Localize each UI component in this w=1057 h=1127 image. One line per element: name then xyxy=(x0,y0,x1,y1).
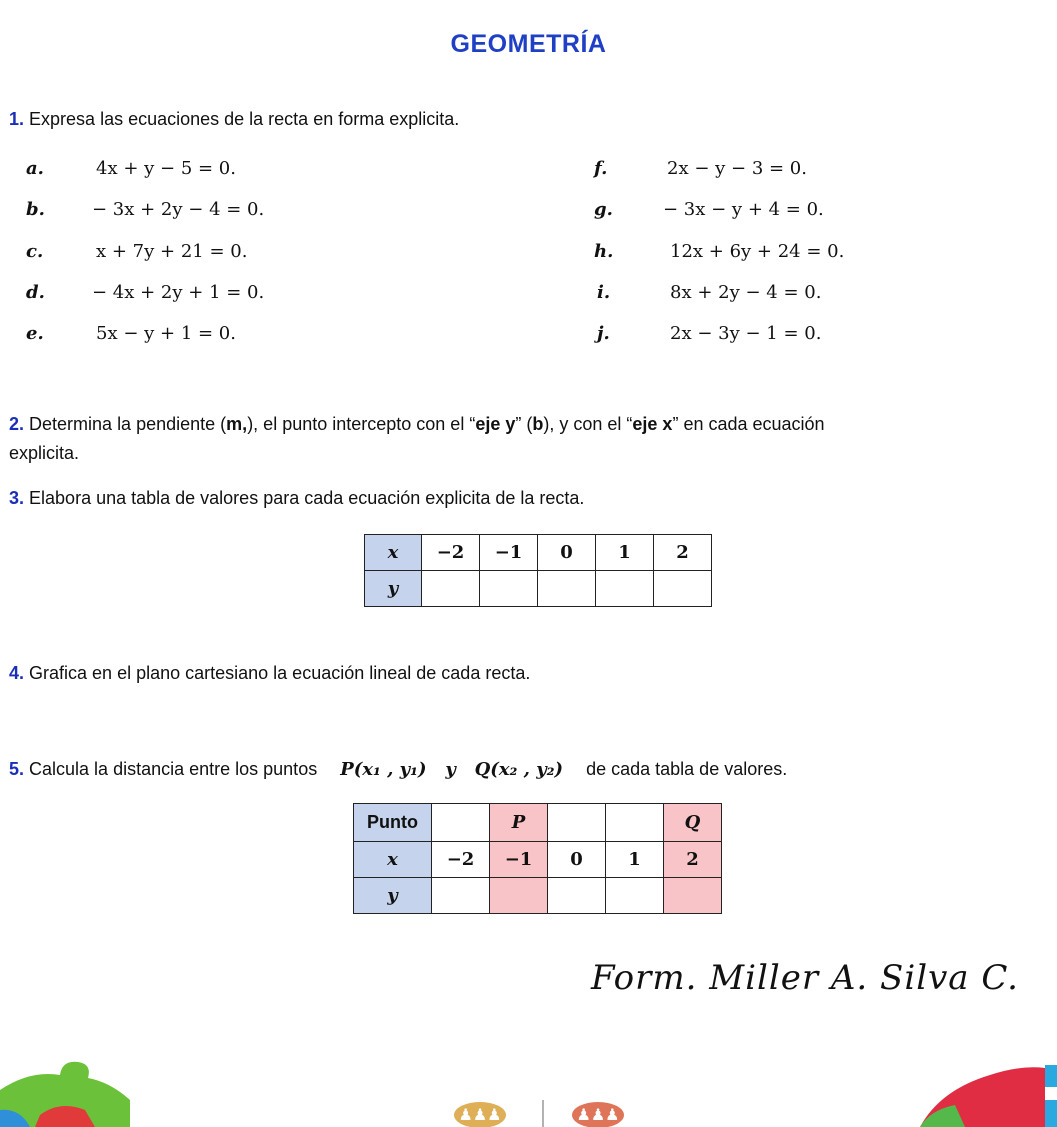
empty-cell[interactable] xyxy=(654,571,712,607)
empty-cell xyxy=(606,804,664,842)
equation: 8x + 2y − 4 = 0. xyxy=(670,282,822,303)
table-cell: 0 xyxy=(548,842,606,878)
question-text: ), el punto intercepto con el “ xyxy=(247,414,476,434)
point-p-label: P xyxy=(490,804,548,842)
point-q-label: Q xyxy=(664,804,722,842)
equation-letter: h. xyxy=(594,241,614,262)
question-number: 2. xyxy=(9,414,25,434)
y-header: y xyxy=(365,571,422,607)
signature: Form. Miller A. Silva C. xyxy=(590,958,1019,998)
question-1 xyxy=(9,107,459,131)
equation-letter: e. xyxy=(26,323,44,344)
equation: 2x − 3y − 1 = 0. xyxy=(670,323,822,344)
question-number: 5. xyxy=(9,759,25,779)
table-cell: 2 xyxy=(664,842,722,878)
question-text: Expresa las ecuaciones de la recta en forma explicita. xyxy=(29,109,460,129)
empty-cell[interactable] xyxy=(422,571,480,607)
equation: − 3x − y + 4 = 0. xyxy=(663,199,824,220)
question-text: de cada tabla de valores. xyxy=(586,759,788,779)
puzzle-piece-green-icon xyxy=(0,1030,160,1127)
question-text: ” en cada ecuación xyxy=(672,414,825,434)
eje-x-label: eje x xyxy=(632,414,673,434)
equation-letter: b. xyxy=(26,199,45,220)
equation-letter: c. xyxy=(26,241,44,262)
empty-cell[interactable] xyxy=(596,571,654,607)
question-text: ), y con el “ xyxy=(543,414,633,434)
empty-cell[interactable] xyxy=(490,878,548,914)
question-3 xyxy=(9,486,584,510)
empty-cell[interactable] xyxy=(664,878,722,914)
empty-cell xyxy=(548,804,606,842)
eje-y-label: eje y xyxy=(475,414,516,434)
table-cell: 1 xyxy=(606,842,664,878)
empty-cell[interactable] xyxy=(480,571,538,607)
question-text: Determina la pendiente ( xyxy=(29,414,227,434)
empty-cell[interactable] xyxy=(548,878,606,914)
empty-cell xyxy=(432,804,490,842)
table-cell: 0 xyxy=(538,535,596,571)
question-text: ” ( xyxy=(515,414,533,434)
equation-letter: a. xyxy=(26,158,44,179)
equation: 4x + y − 5 = 0. xyxy=(96,158,236,179)
equation: 5x − y + 1 = 0. xyxy=(96,323,236,344)
puzzle-piece-red-icon xyxy=(900,1060,1057,1127)
empty-cell[interactable] xyxy=(538,571,596,607)
page-title: GEOMETRÍA xyxy=(450,30,607,58)
table-cell: 2 xyxy=(654,535,712,571)
question-4 xyxy=(9,661,530,685)
points-formula: P(x₁ , y₁) y Q(x₂ , y₂) xyxy=(340,759,564,780)
svg-text:♟♟♟: ♟♟♟ xyxy=(576,1105,620,1124)
values-table xyxy=(364,534,712,607)
slope-label: m xyxy=(226,414,243,434)
equation: 2x − y − 3 = 0. xyxy=(667,158,807,179)
equation: − 3x + 2y − 4 = 0. xyxy=(92,199,265,220)
empty-cell[interactable] xyxy=(606,878,664,914)
punto-header: Punto xyxy=(354,804,432,842)
table-cell: −2 xyxy=(432,842,490,878)
question-text: Grafica en el plano cartesiano la ecuación lineal de cada recta. xyxy=(29,663,531,683)
equation-letter: g. xyxy=(594,199,613,220)
question-text: Calcula la distancia entre los puntos xyxy=(29,759,318,779)
svg-text:♟♟♟: ♟♟♟ xyxy=(458,1105,502,1124)
x-header: x xyxy=(365,535,422,571)
question-2-continued: explicita. xyxy=(9,443,80,463)
table-cell: −2 xyxy=(422,535,480,571)
table-cell: 1 xyxy=(596,535,654,571)
equation: x + 7y + 21 = 0. xyxy=(96,241,248,262)
empty-cell[interactable] xyxy=(432,878,490,914)
equation-letter: d. xyxy=(26,282,45,303)
equation: 12x + 6y + 24 = 0. xyxy=(670,241,845,262)
question-text: Elabora una tabla de valores para cada ecuación explicita de la recta. xyxy=(29,488,585,508)
equation: − 4x + 2y + 1 = 0. xyxy=(92,282,265,303)
distance-table xyxy=(353,803,722,914)
question-5 xyxy=(9,757,787,782)
question-number: 1. xyxy=(9,109,25,129)
equation-letter: i. xyxy=(597,282,611,303)
x-header: x xyxy=(354,842,432,878)
table-cell: −1 xyxy=(490,842,548,878)
table-cell: −1 xyxy=(480,535,538,571)
intercept-label: b xyxy=(532,414,544,434)
logo-icons xyxy=(450,1090,640,1127)
question-number: 3. xyxy=(9,488,25,508)
question-number: 4. xyxy=(9,663,25,683)
comma: , xyxy=(242,414,248,434)
question-2 xyxy=(9,412,1039,436)
equation-letter: j. xyxy=(597,323,610,344)
y-header: y xyxy=(354,878,432,914)
equation-letter: f. xyxy=(594,158,608,179)
